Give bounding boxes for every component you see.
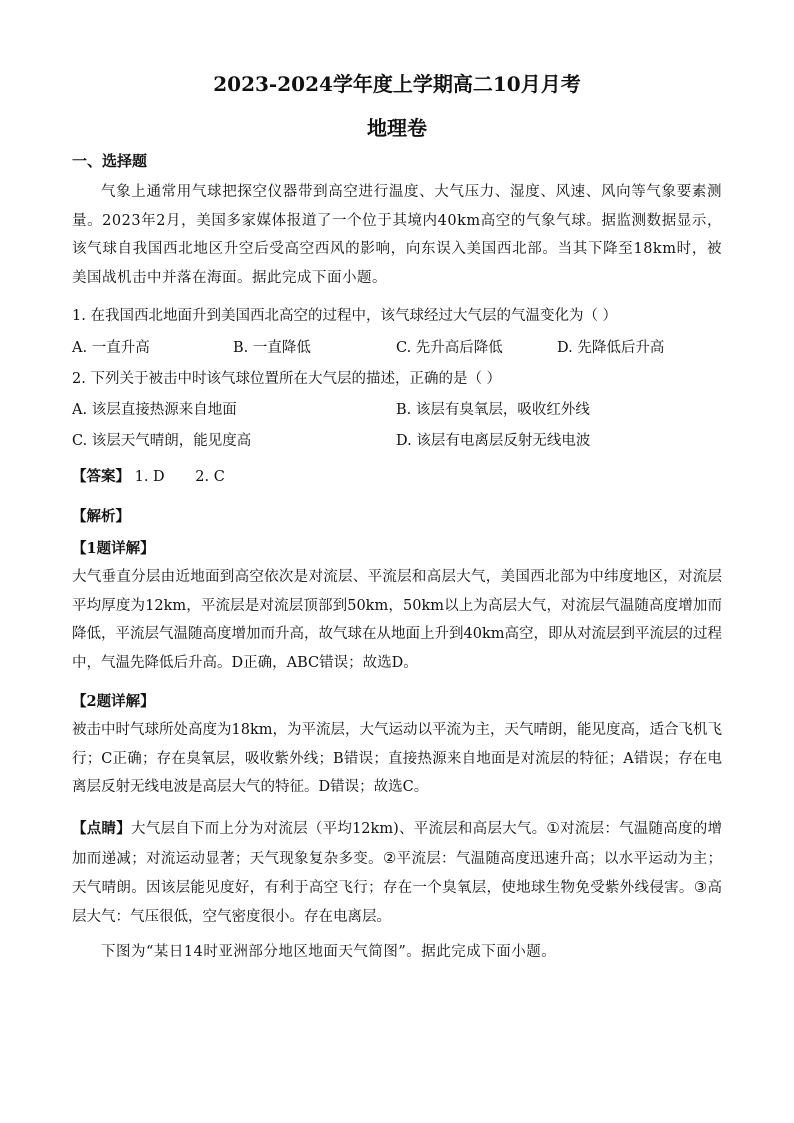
point-label: 【点睛】: [72, 820, 131, 837]
point-text-a: 大气层自下而上分为对流层（平均12km)、平流层和高层大气。: [130, 821, 547, 837]
answer-line: [72, 465, 251, 486]
detail-2-label: 【2题详解】: [72, 693, 155, 710]
q1-option-b: B. 一直降低: [233, 340, 311, 356]
point-text-d: 高层大气：气压很低，空气密度很小。存在电离层。: [72, 880, 723, 925]
point-paragraph: [72, 814, 722, 931]
circled-one: ①: [546, 819, 561, 837]
point-text-b: 对流层：气温随高度的增加而递减；对流运动显著；天气现象复杂多变。: [72, 821, 723, 867]
q2-option-c: C. 该层天气晴朗，能见度高: [72, 433, 252, 449]
material-1: 气象上通常用气球把探空仪器带到高空进行温度、大气压力、湿度、风速、风向等气象要素测量。2023年2月，美国多家媒体报道了一个位于其境内40km高空的气象气球。据监测数据显示，该气球自我国西北地区升空后受高空西风的影响，向东误入美国西北部。当其下降至18km时，被美国战机击中并落在海面。据此完成下面小题。: [72, 184, 722, 286]
q2-option-b: B. 该层有臭氧层，吸收红外线: [396, 402, 590, 418]
detail-1-text: 大气垂直分层由近地面到高空依次是对流层、平流层和高层大气，美国西北部为中纬度地区，对流层平均厚度为12km，平流层是对流层顶部到50km，50km以上为高层大气，对流层气温随高度增加而降低，平流层气温随高度增加而升高，故气球在从地面上升到40km高空，即从对流层到平流层的过程中，气温先降低后升高。D正确，ABC错误；故选D。: [72, 569, 722, 671]
q2-option-d: D. 该层有电离层反射无线电波: [396, 433, 591, 449]
section-heading: 一、选择题: [72, 152, 148, 170]
q1-option-a: A. 一直升高: [72, 340, 150, 356]
analysis-label: 【解析】: [72, 508, 130, 525]
q2-option-a: A. 该层直接热源来自地面: [72, 402, 237, 418]
exam-title: 2023-2024学年度上学期高二10月月考: [213, 72, 581, 96]
q1-option-c: C. 先升高后降低: [396, 340, 503, 356]
detail-1-label: 【1题详解】: [72, 540, 155, 557]
answer-1: 1. D: [134, 469, 165, 485]
exam-subtitle: 地理卷: [367, 116, 427, 140]
material-2: 下图为“某日14时亚洲部分地区地面天气简图”。据此完成下面小题。: [101, 944, 557, 960]
answer-2: 2. C: [195, 469, 225, 485]
question-2-stem: 2. 下列关于被击中时该气球位置所在大气层的描述，正确的是（ ）: [72, 371, 502, 387]
circled-two: ②: [382, 848, 397, 867]
answer-label: 【答案】: [72, 468, 130, 485]
circled-three: ③: [693, 878, 708, 896]
question-1-stem: 1. 在我国西北地面升到美国西北高空的过程中，该气球经过大气层的气温变化为（ ）: [72, 308, 618, 324]
q1-option-d: D. 先降低后升高: [557, 340, 665, 356]
detail-2-text: 被击中时气球所处高度为18km，为平流层，大气运动以平流为主，天气晴朗，能见度高，适合飞机飞行；C正确；存在臭氧层，吸收紫外线；B错误；直接热源来自地面是对流层的特征；A错误；存在电离层反射无线电波是高层大气的特征。D错误；故选C。: [72, 722, 722, 795]
point-text-c: 平流层：气温随高度迅速升高；以水平运动为主；天气晴朗。因该层能见度好，有利于高空飞行；存在一个臭氧层，使地球生物免受紫外线侵害。: [72, 850, 723, 896]
